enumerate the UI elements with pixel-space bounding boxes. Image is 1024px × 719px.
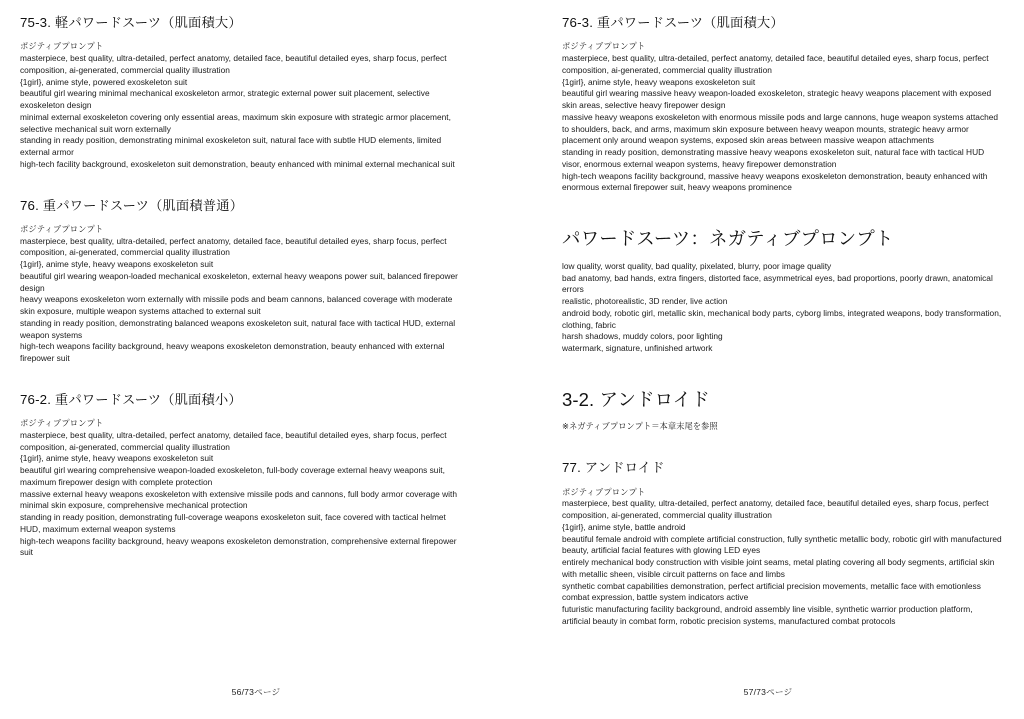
- prompt-line: high-tech weapons facility background, heavy weapons exoskeleton demonstration, comprehensive external firepower suit: [20, 535, 457, 558]
- prompt-line: minimal external exoskeleton covering only essential areas, maximum skin exposure with strategic armor placement, selective mechanical suit worn externally: [20, 111, 451, 134]
- positive-prompt-label-75-3: ポジティブプロンプト: [20, 41, 104, 52]
- section-76-2: [20, 391, 463, 559]
- spacer: [562, 433, 1002, 459]
- prompt-line: beautiful girl wearing minimal mechanical exoskeleton armor, strategic external power suit placement, selective exoskeleton design: [20, 88, 430, 111]
- section-76: [20, 197, 463, 365]
- section-heading-76: 76. 重パワードスーツ（肌面積普通）: [20, 197, 244, 213]
- spacer: [562, 411, 1002, 421]
- section-heading-76-2: 76-2. 重パワードスーツ（肌面積小）: [20, 391, 242, 407]
- prompt-line: beautiful female android with complete artificial construction, fully synthetic metallic body, robotic girl with manufactured beauty, artificial facial features with glowing LED eyes: [562, 533, 1002, 556]
- chapter-3-2: [562, 388, 1002, 433]
- prompt-line: standing in ready position, demonstrating minimal exoskeleton suit, natural face with subtle HUD elements, limited external armor: [20, 135, 442, 158]
- negative-prompt-body: [562, 261, 1002, 355]
- spacer: [562, 194, 1002, 227]
- positive-prompt-label-76-2: ポジティブプロンプト: [20, 418, 104, 429]
- spacer: [20, 31, 463, 41]
- prompt-line: heavy weapons exoskeleton worn externally with missile pods and beam cannons, balanced coverage with moderate skin exposure, multiple weapon systems attached to external suit: [20, 294, 453, 317]
- spacer: [562, 31, 1002, 41]
- spacer: [20, 408, 463, 418]
- spacer: [20, 214, 463, 224]
- prompt-line: masterpiece, best quality, ultra-detailed, perfect anatomy, detailed face, beautiful detailed eyes, sharp focus, perfect composition, ai-generated, commercial quality illustration: [20, 235, 447, 258]
- spacer: [562, 251, 1002, 261]
- negative-prompt-heading: パワードスーツ：ネガティブプロンプト: [562, 228, 894, 250]
- section-negative-prompt: [562, 227, 1002, 355]
- prompt-line: {1girl}, anime style, heavy weapons exoskeleton suit: [562, 76, 756, 87]
- prompt-line: watermark, signature, unfinished artwork: [562, 343, 713, 353]
- chapter-note-3-2: ※ネガティブプロンプト＝本章末尾を参照: [562, 421, 718, 432]
- positive-prompt-label-76-3: ポジティブプロンプト: [562, 41, 646, 52]
- prompt-line: beautiful girl wearing massive heavy weapon-loaded exoskeleton, strategic heavy weapons placement with exposed skin areas, selective heavy firepower design: [562, 88, 992, 111]
- positive-prompt-label-77: ポジティブプロンプト: [562, 486, 646, 497]
- page-right: [512, 0, 1024, 719]
- prompt-line: high-tech facility background, exoskeleton suit demonstration, beauty enhanced with minimal external mechanical suit: [20, 158, 455, 169]
- prompt-line: synthetic combat capabilities demonstration, perfect artificial precision movements, metallic face with emotionless combat expression, battle system indicators active: [562, 580, 981, 603]
- prompt-line: massive external heavy weapons exoskeleton with extensive missile pods and cannons, full body armor coverage with minimal skin exposure, comprehensive mechanical protection: [20, 488, 457, 511]
- section-heading-77: 77. アンドロイド: [562, 460, 665, 476]
- page-number-left: 56/73ページ: [231, 687, 281, 697]
- section-77: [562, 459, 1002, 627]
- prompt-line: high-tech weapons facility background, heavy weapons exoskeleton demonstration, beauty enhanced with external firepower suit: [20, 341, 445, 364]
- section-heading-76-3: 76-3. 重パワードスーツ（肌面積大）: [562, 15, 784, 30]
- prompt-body-76-2: [20, 430, 463, 559]
- prompt-line: massive heavy weapons exoskeleton with enormous missile pods and large cannons, huge weapon systems attached to shoulders, back, and arms, maximum skin exposure between heavy weapon mounts, strategic heavy armor placement only around weapon systems, exposed skin areas between massive weapon attachments: [562, 111, 999, 146]
- prompt-line: {1girl}, anime style, powered exoskeleton suit: [20, 76, 188, 87]
- prompt-line: {1girl}, anime style, battle android: [562, 521, 686, 532]
- spacer: [20, 365, 463, 391]
- prompt-line: standing in ready position, demonstrating balanced weapons exoskeleton suit, natural face with tactical HUD, external weapon systems: [20, 317, 456, 340]
- prompt-line: masterpiece, best quality, ultra-detailed, perfect anatomy, detailed face, beautiful detailed eyes, sharp focus, perfect composition, ai-generated, commercial quality illustration: [20, 429, 447, 452]
- section-76-3: [562, 14, 1002, 194]
- prompt-body-75-3: [20, 53, 463, 171]
- prompt-line: realistic, photorealistic, 3D render, live action: [562, 296, 728, 306]
- prompt-line: {1girl}, anime style, heavy weapons exoskeleton suit: [20, 453, 214, 464]
- page-left-content: [20, 14, 463, 559]
- section-heading-75-3: 75-3. 軽パワードスーツ（肌面積大）: [20, 15, 242, 30]
- prompt-line: beautiful girl wearing comprehensive weapon-loaded exoskeleton, full-body coverage external heavy weapons suit, maximum firepower design with complete protection: [20, 465, 445, 487]
- prompt-line: beautiful girl wearing weapon-loaded mechanical exoskeleton, external heavy weapons power suit, balanced firepower design: [20, 270, 458, 293]
- prompt-line: masterpiece, best quality, ultra-detailed, perfect anatomy, detailed face, beautiful detailed eyes, sharp focus, perfect composition, ai-generated, commercial quality illustration: [562, 498, 989, 521]
- section-75-3: [20, 14, 463, 171]
- prompt-body-77: [562, 498, 1002, 627]
- prompt-line: low quality, worst quality, bad quality, pixelated, blurry, poor image quality: [562, 260, 832, 271]
- prompt-body-76: [20, 236, 463, 365]
- prompt-line: high-tech weapons facility background, massive heavy weapons exoskeleton demonstration, beauty enhanced with enormous external firepower suit, heavy weapons prominence: [562, 170, 988, 193]
- prompt-line: masterpiece, best quality, ultra-detailed, perfect anatomy, detailed face, beautiful detailed eyes, sharp focus, perfect composition, ai-generated, commercial quality illustration: [562, 53, 989, 75]
- prompt-line: futuristic manufacturing facility background, android assembly line visible, synthetic warrior production platform, artificial beauty in combat form, robotic precision systems, manufactured combat protocols: [562, 604, 973, 626]
- spacer: [562, 477, 1002, 487]
- page-number-right: 57/73ページ: [743, 687, 793, 697]
- prompt-line: bad anatomy, bad hands, extra fingers, distorted face, asymmetrical eyes, bad proportions, poorly drawn, anatomical errors: [562, 272, 993, 295]
- prompt-line: standing in ready position, demonstrating full-coverage weapons exoskeleton suit, face covered with tactical helmet HUD, maximum external weapon systems: [20, 512, 446, 534]
- spacer: [20, 171, 463, 197]
- spacer: [562, 355, 1002, 388]
- positive-prompt-label-76: ポジティブプロンプト: [20, 223, 104, 234]
- prompt-line: {1girl}, anime style, heavy weapons exoskeleton suit: [20, 259, 214, 270]
- prompt-line: entirely mechanical body construction with visible joint seams, metal plating covering all body segments, artificial skin with metallic sheen, visible circuit patterns on face and limbs: [562, 557, 995, 579]
- page-right-content: [562, 14, 1002, 628]
- prompt-line: standing in ready position, demonstrating massive heavy weapons exoskeleton suit, natural face with tactical HUD visor, enormous external weapon systems, heavy firepower demonstration: [562, 147, 985, 169]
- prompt-body-76-3: [562, 53, 1002, 194]
- prompt-line: harsh shadows, muddy colors, poor lighting: [562, 331, 723, 342]
- prompt-line: android body, robotic girl, metallic skin, mechanical body parts, cyborg limbs, integrated weapons, body transformation, clothing, fabric: [562, 307, 1002, 330]
- chapter-heading-3-2: 3-2. アンドロイド: [562, 388, 710, 410]
- prompt-line: masterpiece, best quality, ultra-detailed, perfect anatomy, detailed face, beautiful detailed eyes, sharp focus, perfect composition, ai-generated, commercial quality illustration: [20, 53, 447, 75]
